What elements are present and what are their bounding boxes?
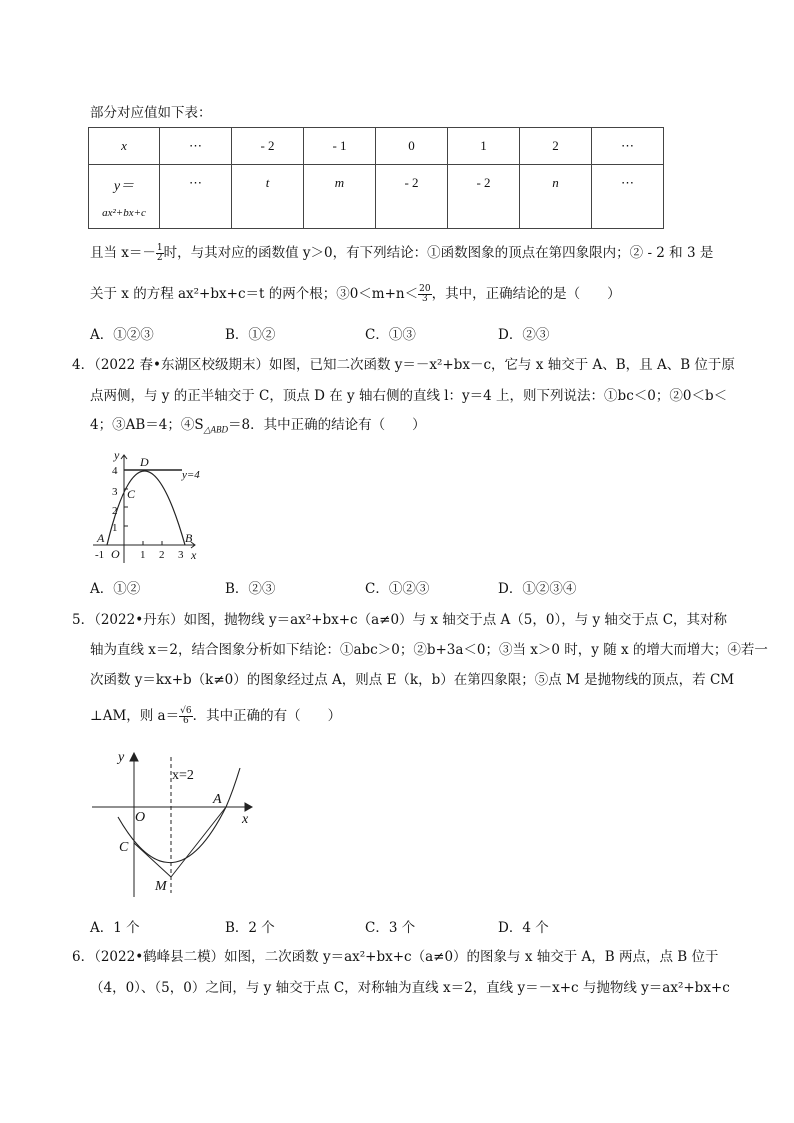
table-cell: - 1 bbox=[304, 128, 376, 165]
q4-line1: 4．（2022 春•东湖区校级期末）如图，已知二次函数 y＝－x²+bx－c，它与 x 轴交于 A、B，且 A、B 位于原 bbox=[72, 357, 735, 373]
table-cell: 0 bbox=[376, 128, 448, 165]
q5-line3: 次函数 y＝kx+b（k≠0）的图象经过点 A，则点 E（k，b）在第四象限；⑤点 M 是抛物线的顶点，若 CM bbox=[90, 672, 735, 688]
table-cell: x bbox=[89, 128, 160, 165]
svg-text:M: M bbox=[155, 879, 167, 894]
q4-parabola-figure bbox=[85, 445, 215, 565]
svg-text:2: 2 bbox=[112, 505, 118, 517]
table-cell: ⋯ bbox=[592, 128, 664, 165]
svg-text:O: O bbox=[111, 547, 120, 561]
q3-option-d[interactable]: D．②③ bbox=[498, 327, 550, 343]
table-cell: - 2 bbox=[232, 128, 304, 165]
q5-line1: 5．（2022•丹东）如图，抛物线 y＝ax²+bx+c（a≠0）与 x 轴交于点 A（5，0），与 y 轴交于点 C，其对称 bbox=[72, 612, 728, 628]
table-cell: ⋯ bbox=[592, 165, 664, 229]
svg-text:C: C bbox=[127, 487, 136, 501]
q3-line1: 且当 x＝－ $\frac{1}{2}$ 时，与其对应的函数值 y＞0，有下列结论：①函数图象的顶点在第四象限内；② - 2 和 3 是 bbox=[90, 243, 714, 263]
table-cell: ⋯ bbox=[160, 128, 232, 165]
q5-option-a[interactable]: A．1 个 bbox=[90, 920, 140, 936]
q3-option-c[interactable]: C．①③ bbox=[365, 327, 416, 343]
svg-text:y=4: y=4 bbox=[182, 469, 200, 481]
segment-am bbox=[171, 807, 226, 877]
svg-text:y: y bbox=[114, 448, 120, 462]
fraction: $\frac{20}{3}$ bbox=[419, 284, 431, 304]
table-intro: 部分对应值如下表： bbox=[90, 105, 212, 121]
q4-option-a[interactable]: A．①② bbox=[90, 581, 141, 597]
q4-line3: 4；③AB＝4；$④S_{\triangle ABD}=8$．其中正确的结论有（ ） bbox=[90, 417, 426, 435]
svg-text:3: 3 bbox=[112, 486, 118, 498]
svg-text:x: x bbox=[191, 548, 197, 562]
q6-line2: （4，0）、（5，0）之间，与 y 轴交于点 C，对称轴为直线 x＝2，直线 y＝－x+c 与抛物线 y＝ax²+bx+c bbox=[90, 980, 730, 996]
q4-option-b[interactable]: B．②③ bbox=[225, 581, 276, 597]
table-cell: n bbox=[520, 165, 592, 229]
svg-text:O: O bbox=[135, 810, 146, 825]
svg-text:y: y bbox=[118, 750, 125, 765]
svg-text:A: A bbox=[97, 531, 105, 545]
q5-option-d[interactable]: D．4 个 bbox=[498, 920, 549, 936]
q5-line2: 轴为直线 x＝2，结合图象分析如下结论：①abc＞0；②b+3a＜0；③当 x＞0 时，y 随 x 的增大而增大；④若一 bbox=[90, 642, 768, 658]
x-axis-arrow-icon bbox=[245, 803, 252, 811]
q4-option-d[interactable]: D．①②③④ bbox=[498, 581, 577, 597]
svg-text:D: D bbox=[140, 455, 149, 469]
values-table bbox=[88, 127, 664, 229]
q5-line4: ⊥AM，则 a＝ $\frac{√6}{6}$ ．其中正确的有（ ） bbox=[90, 706, 342, 726]
table-cell: 2 bbox=[520, 128, 592, 165]
fraction: $\frac{√6}{6}$ bbox=[180, 706, 192, 726]
table-row-x bbox=[89, 128, 664, 165]
q4-line2: 点两侧，与 y 的正半轴交于 C，顶点 D 在 y 轴右侧的直线 l：y＝4 上，则下列说法：①bc＜0；②0＜b＜ bbox=[90, 388, 728, 404]
q6-line1: 6．（2022•鹤峰县二模）如图，二次函数 y＝ax²+bx+c（a≠0）的图象与 x 轴交于 A，B 两点，点 B 位于 bbox=[72, 949, 719, 965]
svg-text:-1: -1 bbox=[95, 549, 105, 561]
svg-text:A: A bbox=[213, 792, 222, 807]
table-cell-y-label bbox=[89, 165, 160, 229]
svg-text:x: x bbox=[242, 812, 249, 827]
q3-line2: 关于 x 的方程 ax²+bx+c＝t 的两个根；③0＜m+n＜ $\frac{20}{3}$ ，其中，正确结论的是（ ） bbox=[90, 284, 621, 304]
table-cell: m bbox=[304, 165, 376, 229]
svg-text:4: 4 bbox=[112, 465, 118, 477]
q3-option-b[interactable]: B．①② bbox=[225, 327, 276, 343]
table-cell: 1 bbox=[448, 128, 520, 165]
q5-option-c[interactable]: C．3 个 bbox=[365, 920, 416, 936]
segment-cm bbox=[134, 843, 171, 877]
svg-text:2: 2 bbox=[159, 549, 165, 561]
table-cell: - 2 bbox=[448, 165, 520, 229]
table-cell: t bbox=[232, 165, 304, 229]
table-row-y bbox=[89, 165, 664, 229]
y-label-line1: y＝ bbox=[113, 179, 135, 194]
svg-text:B: B bbox=[185, 531, 193, 545]
svg-text:x=2: x=2 bbox=[172, 768, 194, 783]
q4-option-c[interactable]: C．①②③ bbox=[365, 581, 430, 597]
q5-parabola-figure bbox=[85, 735, 275, 905]
svg-text:1: 1 bbox=[140, 549, 146, 561]
q3-option-a[interactable]: A．①②③ bbox=[90, 327, 154, 343]
parabola-curve bbox=[107, 471, 185, 545]
y-axis-arrow-icon bbox=[130, 753, 138, 761]
y-label-line2: ax²+bx+c bbox=[102, 207, 146, 219]
table-cell: - 2 bbox=[376, 165, 448, 229]
svg-text:3: 3 bbox=[178, 549, 184, 561]
q5-option-b[interactable]: B．2 个 bbox=[225, 920, 275, 936]
fraction: $\frac{1}{2}$ bbox=[156, 243, 163, 263]
svg-text:C: C bbox=[119, 840, 129, 855]
table-cell: ⋯ bbox=[160, 165, 232, 229]
svg-text:1: 1 bbox=[112, 522, 118, 534]
